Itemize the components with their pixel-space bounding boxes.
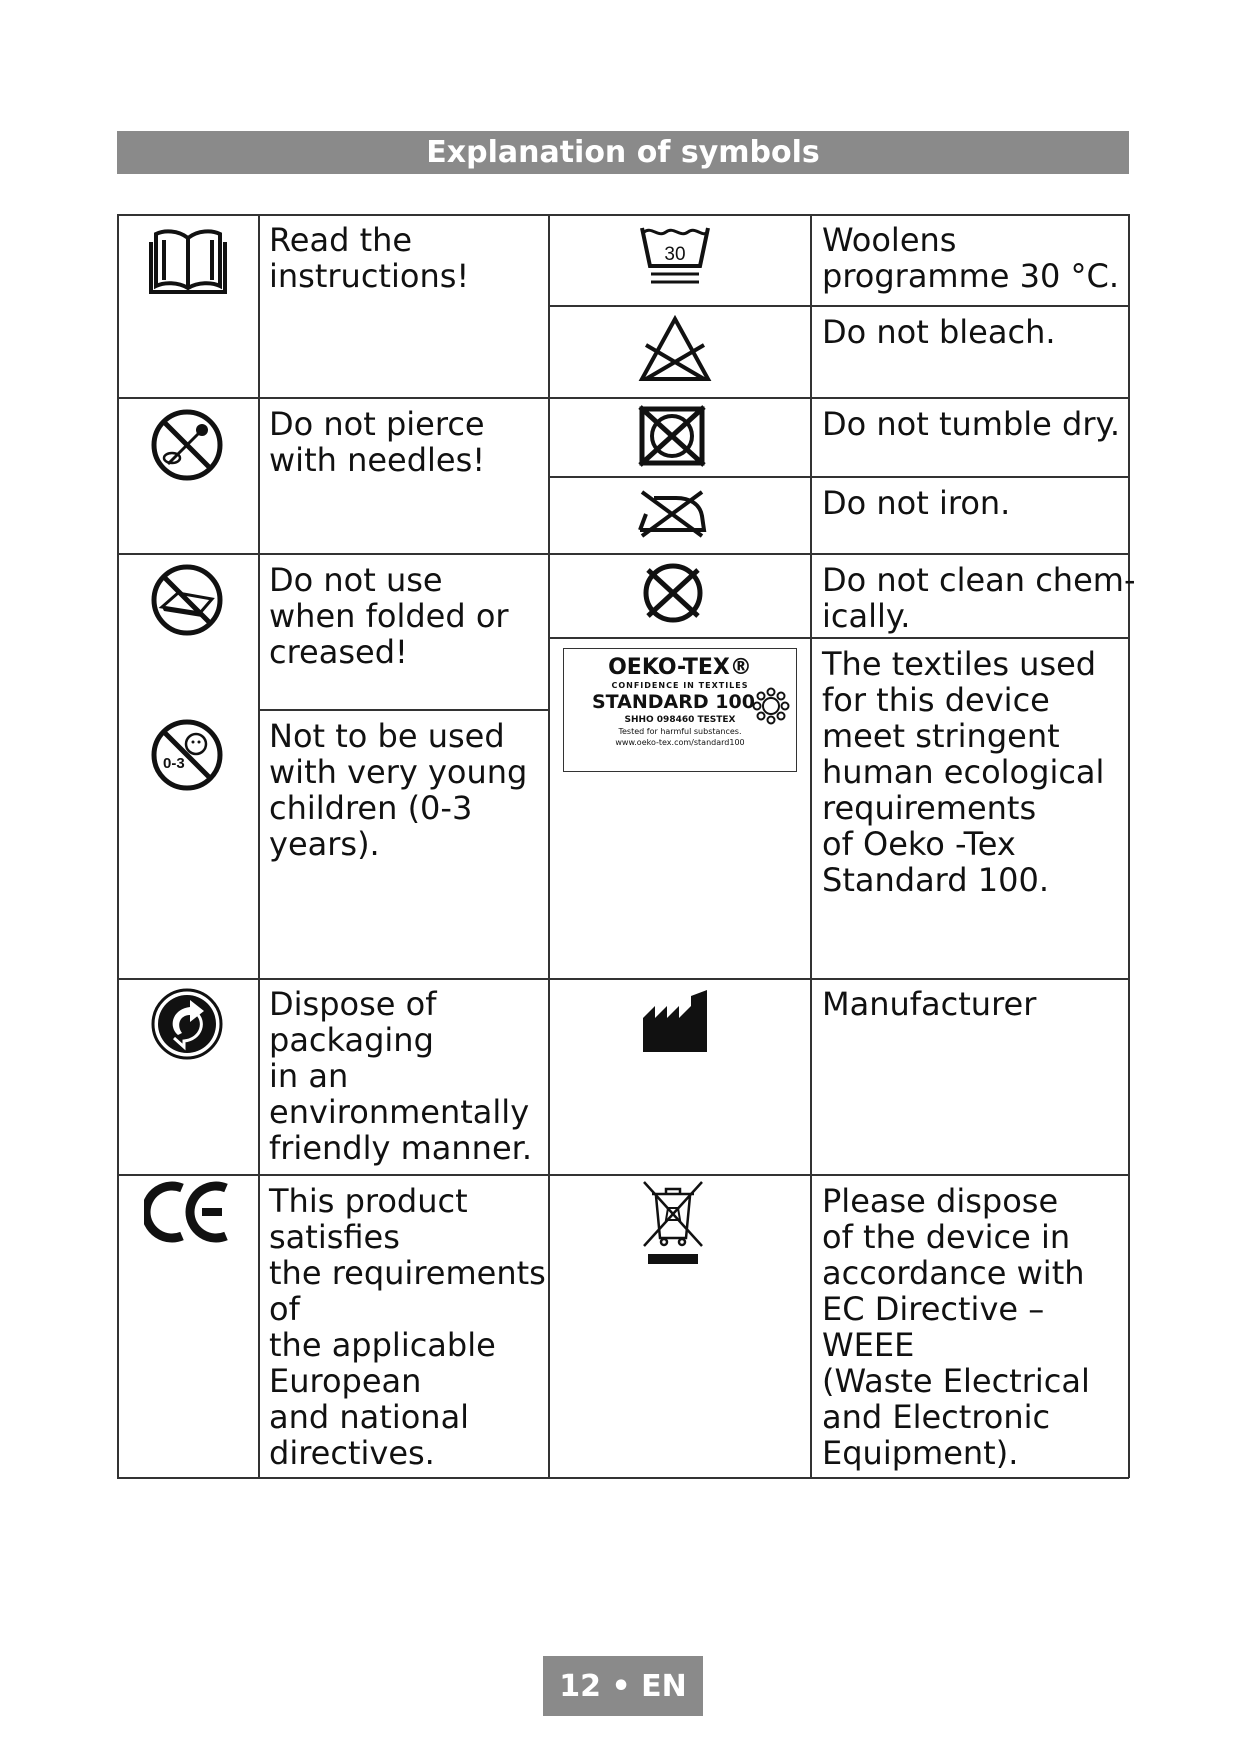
table-divider	[548, 214, 550, 1478]
table-divider	[117, 1174, 549, 1176]
oeko-tex-label	[563, 648, 797, 772]
section-title: Explanation of symbols	[426, 135, 820, 170]
page-number-badge	[543, 1656, 703, 1716]
no-bleach-icon	[638, 315, 712, 385]
table-divider	[810, 214, 812, 1478]
ce-mark-icon	[144, 1180, 230, 1244]
green-dot-recycling-icon	[150, 987, 224, 1061]
no-fold-text: Do not use when folded or creased!	[269, 561, 509, 671]
oeko-tested-note: Tested for harmful substances.	[618, 727, 742, 736]
oeko-rosette-icon	[752, 687, 790, 725]
no-iron-icon	[636, 486, 708, 538]
table-divider	[258, 214, 260, 1478]
woolens-text: Woolens programme 30 °C.	[822, 221, 1120, 295]
temperature-label: 30	[664, 244, 686, 265]
table-divider	[117, 978, 549, 980]
table-border	[117, 214, 1129, 216]
no-needles-icon	[150, 408, 224, 482]
wash-30-wool-icon	[638, 222, 712, 296]
table-divider	[548, 978, 1129, 980]
no-iron-text: Do not iron.	[822, 484, 1011, 522]
no-tumble-dry-text: Do not tumble dry.	[822, 405, 1121, 443]
no-tumble-dry-icon	[638, 405, 706, 467]
manufacturer-text: Manufacturer	[822, 985, 1037, 1023]
table-divider	[117, 553, 549, 555]
oeko-website: www.oeko-tex.com/standard100	[615, 738, 745, 747]
no-dry-clean-icon	[638, 562, 708, 624]
table-border	[1128, 214, 1130, 1478]
oeko-brand: OEKO-TEX®	[608, 655, 752, 680]
no-bleach-text: Do not bleach.	[822, 313, 1056, 351]
crossed-bin-icon	[640, 1180, 706, 1266]
table-divider	[548, 553, 1129, 555]
table-divider	[548, 305, 1129, 307]
table-divider	[548, 1174, 1129, 1176]
oeko-tex-text: The textiles used for this device meet stringent human ecological requirements of Oeko -Tex Standard 100.	[822, 645, 1105, 899]
table-divider	[548, 476, 1129, 478]
table-divider	[548, 637, 1129, 639]
page-number: 12 • EN	[559, 1668, 687, 1704]
no-dry-clean-text: Do not clean chem- ically.	[822, 561, 1136, 635]
no-children-icon	[150, 718, 224, 792]
book-icon	[148, 224, 228, 296]
weee-text: Please dispose of the device in accordance with EC Directive – WEEE (Waste Electrical and Electronic Equipment).	[822, 1182, 1090, 1472]
age-label: 0-3	[163, 755, 185, 772]
oeko-tagline: CONFIDENCE IN TEXTILES	[611, 681, 749, 690]
read-instructions-text: Read the instructions!	[269, 221, 470, 295]
no-pierce-text: Do not pierce with needles!	[269, 405, 486, 479]
oeko-certificate-number: SHHO 098460 TESTEX	[624, 715, 736, 725]
table-border	[117, 1477, 1129, 1479]
table-divider	[548, 397, 1129, 399]
table-divider	[258, 709, 549, 711]
no-folding-icon	[150, 563, 224, 637]
dispose-packaging-text: Dispose of packaging in an environmentally friendly manner.	[269, 985, 533, 1167]
ce-text: This product satisfies the requirements of the applicable European and national directives.	[269, 1182, 546, 1472]
table-border	[117, 214, 119, 1478]
oeko-standard: STANDARD 100	[592, 691, 755, 713]
factory-icon	[641, 988, 709, 1054]
no-children-text: Not to be used with very young children (0-3 years).	[269, 717, 528, 863]
table-divider	[117, 397, 549, 399]
